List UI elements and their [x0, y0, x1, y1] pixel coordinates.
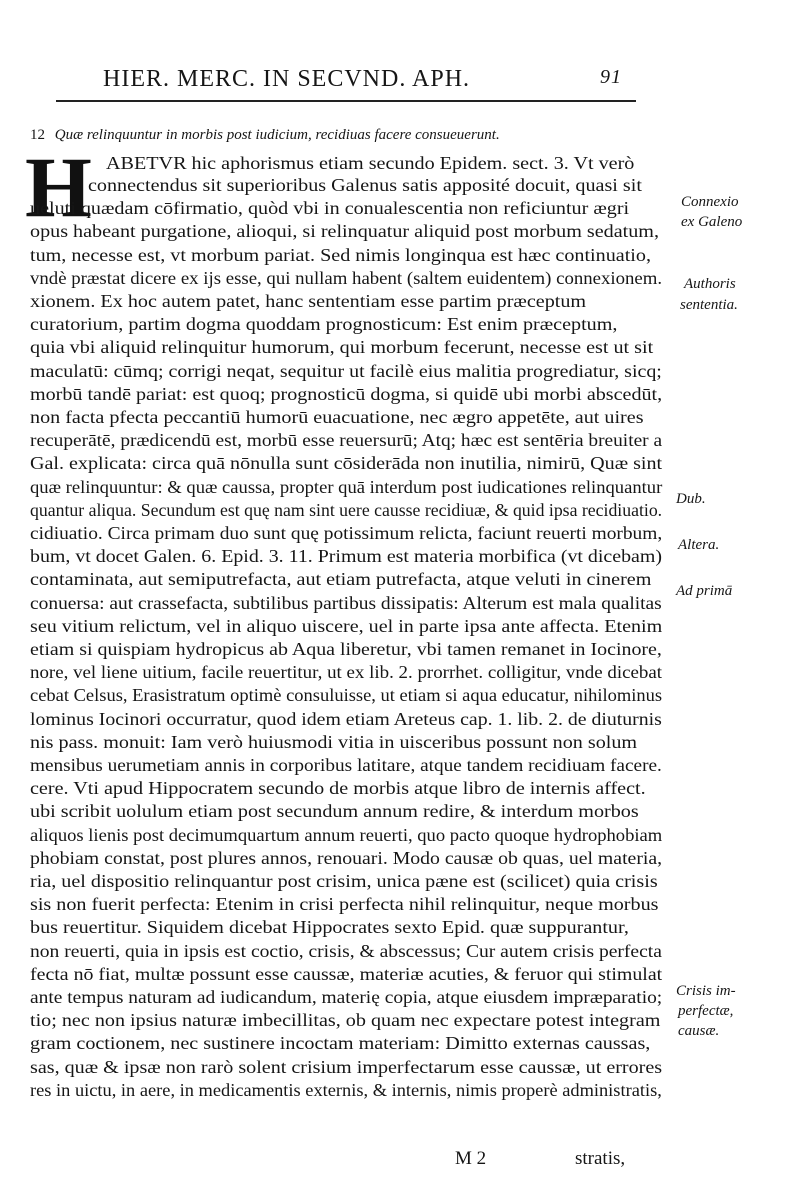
margin-note: Crisis im-	[676, 983, 736, 999]
aphorism-text: Quæ relinquuntur in morbis post iudicium, recidiuas facere consueuerunt.	[54, 127, 500, 143]
text-line: maculatū: cūmq; corrigi neqat, sequitur ut facilè eius malitia progrediatur, sicq;	[30, 360, 662, 381]
text-line: cidiuatio. Circa primam duo sunt quę potissimum relicta, faciunt reuerti morbum,	[30, 523, 663, 543]
text-line: sis non fuerit perfecta: Etenim in crisi perfecta nihil relinquitur, neque morbus	[30, 894, 659, 915]
aphorism-heading	[30, 127, 640, 144]
margin-note: Dub.	[676, 491, 706, 507]
text-line: conuersa: aut crassefacta, subtilibus partibus dissipatis: Alterum est mala qualitas	[30, 592, 662, 613]
text-line: phobiam constat, post plures annos, renouari. Modo causæ ob quas, uel materia,	[30, 847, 663, 868]
text-line: quantur aliqua. Secundum est quę nam sint uere causse recidiuæ, & quid ipsa recidiuatio.	[30, 499, 663, 520]
text-line: gram coctionem, nec sustinere incoctam materiam: Dimitto externas caussas,	[30, 1033, 651, 1054]
text-line: recuperātē, prædicendū est, morbū esse reuersurū; Atq; hæc est sentēria breuiter a	[30, 430, 663, 451]
header-rule	[56, 100, 636, 102]
text-line: vndè præstat dicere ex ijs esse, qui nullam habent (saltem euidentem) connexionem.	[30, 267, 663, 288]
text-line: ABETVR hic aphorismus etiam secundo Epidem. sect. 3. Vt verò	[106, 153, 635, 173]
text-line: opus habeant purgatione, alioqui, si relinquatur aliquid post morbum sedatum,	[30, 221, 659, 242]
text-line: lominus Iocinori occurratur, quod idem etiam Areteus cap. 1. lib. 2. de diuturnis	[30, 708, 662, 729]
text-line: cere. Vti apud Hippocratem secundo de morbis atque libro de internis affect.	[30, 778, 646, 799]
text-line: quia vbi aliquid relinquitur humorum, qui morbum fecerunt, necesse est ut sit	[30, 337, 654, 358]
text-line: non reuerti, quia in ipsis est coctio, crisis, & abscessus; Cur autem crisis perfecta	[30, 940, 662, 961]
text-line: cebat Celsus, Erasistratum optimè consuluisse, ut etiam si aqua educatur, nihilominus	[30, 685, 663, 706]
margin-note: Connexio	[681, 194, 739, 210]
signature-mark: M 2	[455, 1148, 487, 1169]
text-line: curatorium, partim dogma quoddam prognosticum: Est enim præceptum,	[30, 314, 618, 335]
text-line: ubi scribit uolulum etiam post secundum annum redire, & interdum morbos	[30, 801, 639, 822]
margin-note: causæ.	[678, 1023, 720, 1039]
text-line: non facta pfecta peccantiū humorū euacuatione, nec ægro appetēte, aut uires	[30, 407, 644, 427]
text-line: nis pass. monuit: Iam verò huiusmodi vitia in uisceribus possunt non solum	[30, 731, 638, 752]
text-line: ria, uel dispositio relinquantur post crisim, unica pæne est (scilicet) quia crisis	[30, 871, 658, 891]
aphorism-number: 12	[30, 127, 45, 143]
text-line: fecta nō fiat, multæ possunt esse caussæ, materiæ acuties, & feruor qui stimulat	[30, 963, 663, 984]
margin-note: perfectæ,	[678, 1003, 734, 1019]
text-line: bus reuertitur. Siquidem dicebat Hippocrates sexto Epid. quæ suppurantur,	[30, 917, 629, 938]
text-line: contaminata, aut semiputrefacta, aut etiam putrefacta, atque veluti in cinerem	[30, 569, 652, 590]
drop-cap: H	[25, 139, 92, 235]
running-header	[103, 66, 633, 98]
text-line: sas, quæ & ipsæ non rarò solent crisium imperfectarum esse caussæ, ut errores	[30, 1056, 663, 1077]
text-line: ante tempus naturam ad iudicandum, materię copia, atque eiusdem impræparatio;	[30, 987, 663, 1007]
text-line: aliquos lienis post decimumquartum annum reuerti, quo pacto quoque hydrophobiam	[30, 824, 663, 845]
running-head-title: HIER. MERC. IN SECVND. APH.	[103, 66, 471, 92]
margin-note: Ad primā	[676, 583, 733, 599]
page-number: 91	[600, 66, 622, 88]
text-line: xionem. Ex hoc autem patet, hanc sententiam esse partim præceptum	[30, 291, 587, 311]
margin-note: ex Galeno	[681, 214, 743, 230]
text-line: bum, vt docet Galen. 6. Epid. 3. 11. Primum est materia morbifica (vt dicebam)	[30, 546, 662, 567]
margin-note: sententia.	[680, 297, 738, 313]
text-line: Gal. explicata: circa quā nōnulla sunt cōsiderāda non inutilia, nimirū, Quæ sint	[30, 453, 663, 474]
text-line: seu vitium relictum, vel in aliquo uiscere, uel in parte ipsa ante affecta. Etenim	[30, 615, 663, 636]
text-line: morbū tandē pariat: est quoq; prognosticū dogma, si quidē ubi morbi abscedūt,	[30, 383, 663, 404]
text-line: connectendus sit superioribus Galenus satis apposité docuit, quasi sit	[88, 175, 642, 195]
text-line: mensibus uerumetiam annis in corporibus latitare, atque tandem recidiuam facere.	[30, 755, 662, 775]
text-line: nore, vel liene uitium, facile reuertitur, ut ex lib. 2. prorrhet. colligitur, vnde dicebat	[30, 662, 663, 683]
margin-note: Authoris	[684, 276, 736, 292]
text-line: tio; nec non ipsius naturæ imbecillitas, ob quam nec expectare potest integram	[30, 1010, 661, 1031]
text-line: quæ relinquuntur: & quæ caussa, propter quā interdum post iudicationes relinquantur	[30, 476, 663, 497]
text-line: etiam si quispiam hydropicus ab Aqua liberetur, vbi tamen remanet in Iocinore,	[30, 639, 662, 659]
text-line: res in uictu, in aere, in medicamentis externis, & internis, nimis properè administratis,	[30, 1079, 662, 1100]
catchword: stratis,	[575, 1148, 626, 1169]
text-line: ueluti quædam cōfirmatio, quòd vbi in conualescentia non reficiuntur ægri	[30, 198, 630, 219]
text-line: tum, necesse est, vt morbum pariat. Sed nimis longinqua est hæc continuatio,	[30, 244, 651, 265]
margin-note: Altera.	[678, 537, 720, 553]
